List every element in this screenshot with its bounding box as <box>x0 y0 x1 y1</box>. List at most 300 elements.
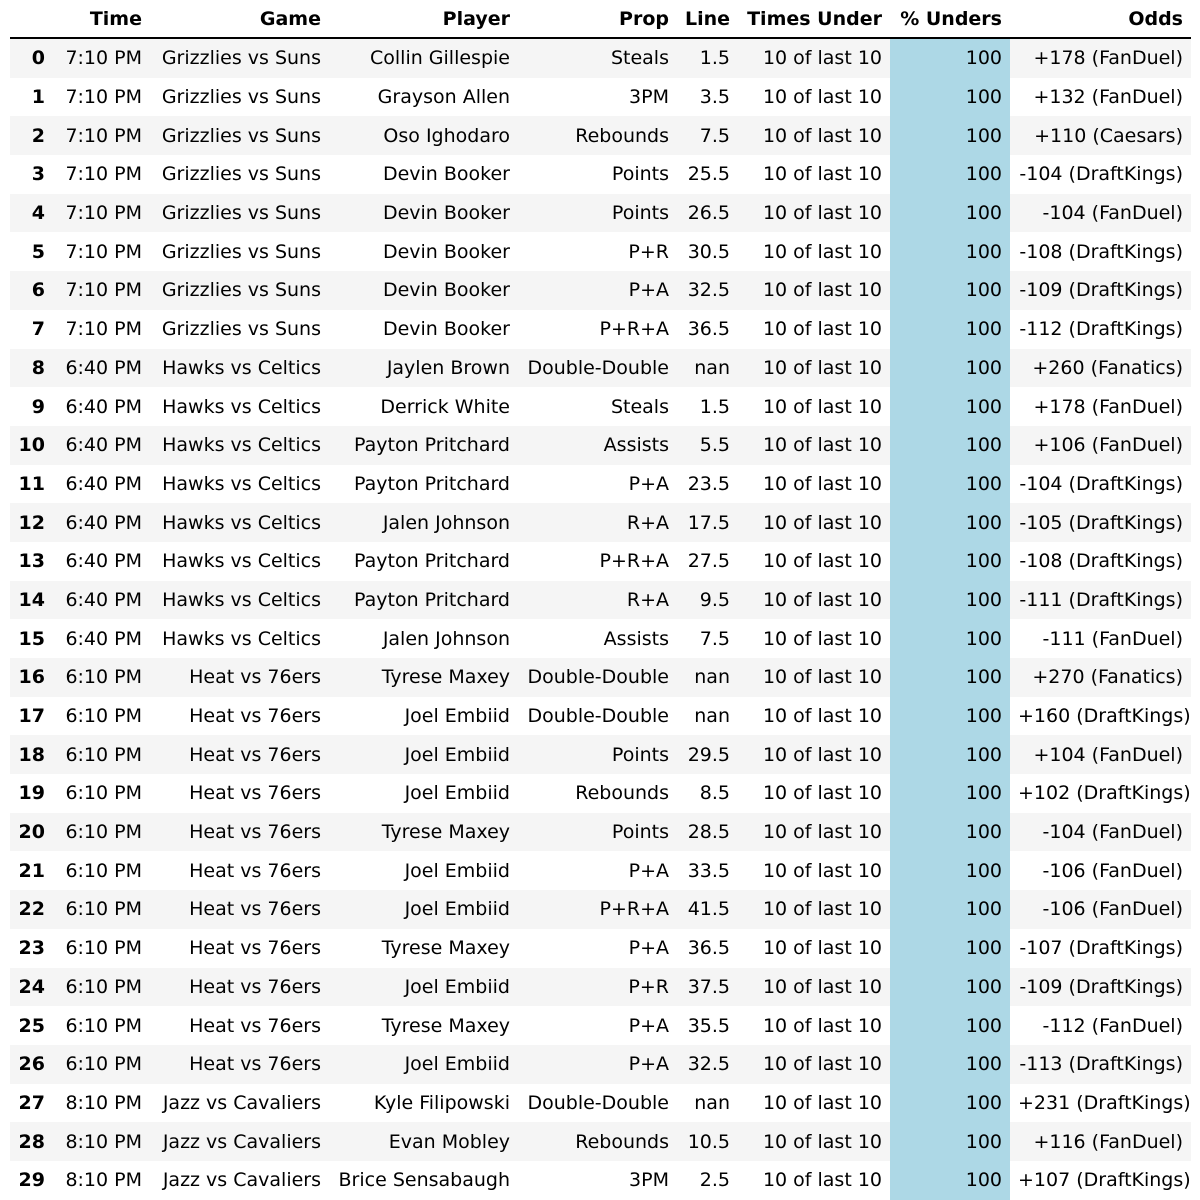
cell-game: Heat vs 76ers <box>150 929 329 968</box>
row-index: 6 <box>10 271 53 310</box>
table-row <box>10 697 1191 736</box>
cell-player: Payton Pritchard <box>329 542 518 581</box>
header-odds: Odds <box>1010 0 1191 38</box>
cell-pct-unders: 100 <box>890 116 1010 155</box>
cell-player: Devin Booker <box>329 232 518 271</box>
cell-player: Joel Embiid <box>329 1045 518 1084</box>
cell-pct-unders: 100 <box>890 929 1010 968</box>
cell-player: Joel Embiid <box>329 851 518 890</box>
cell-time: 6:10 PM <box>53 813 150 852</box>
table-row <box>10 503 1191 542</box>
cell-pct-unders: 100 <box>890 851 1010 890</box>
cell-line: nan <box>677 349 738 388</box>
header-index <box>10 0 53 38</box>
cell-prop: Double-Double <box>518 349 677 388</box>
cell-pct-unders: 100 <box>890 503 1010 542</box>
cell-times-under: 10 of last 10 <box>738 310 890 349</box>
cell-time: 6:10 PM <box>53 697 150 736</box>
row-index: 25 <box>10 1006 53 1045</box>
row-index: 9 <box>10 387 53 426</box>
cell-prop: Steals <box>518 387 677 426</box>
cell-odds: -111 (FanDuel) <box>1010 619 1191 658</box>
cell-times-under: 10 of last 10 <box>738 658 890 697</box>
row-index: 11 <box>10 465 53 504</box>
cell-game: Heat vs 76ers <box>150 658 329 697</box>
row-index: 0 <box>10 38 53 78</box>
cell-prop: 3PM <box>518 1161 677 1200</box>
cell-times-under: 10 of last 10 <box>738 465 890 504</box>
cell-pct-unders: 100 <box>890 271 1010 310</box>
cell-odds: +178 (FanDuel) <box>1010 38 1191 78</box>
cell-odds: -104 (FanDuel) <box>1010 194 1191 233</box>
cell-line: 29.5 <box>677 735 738 774</box>
cell-game: Jazz vs Cavaliers <box>150 1161 329 1200</box>
cell-odds: -109 (DraftKings) <box>1010 968 1191 1007</box>
row-index: 28 <box>10 1122 53 1161</box>
cell-prop: P+R+A <box>518 542 677 581</box>
cell-game: Hawks vs Celtics <box>150 581 329 620</box>
cell-player: Payton Pritchard <box>329 426 518 465</box>
table-row <box>10 271 1191 310</box>
cell-times-under: 10 of last 10 <box>738 774 890 813</box>
cell-player: Evan Mobley <box>329 1122 518 1161</box>
cell-odds: +106 (FanDuel) <box>1010 426 1191 465</box>
cell-game: Grizzlies vs Suns <box>150 194 329 233</box>
cell-times-under: 10 of last 10 <box>738 581 890 620</box>
table-row <box>10 1045 1191 1084</box>
cell-odds: -104 (DraftKings) <box>1010 465 1191 504</box>
table-row <box>10 890 1191 929</box>
cell-prop: Points <box>518 735 677 774</box>
cell-time: 8:10 PM <box>53 1161 150 1200</box>
cell-prop: P+R <box>518 232 677 271</box>
cell-game: Heat vs 76ers <box>150 813 329 852</box>
cell-times-under: 10 of last 10 <box>738 1006 890 1045</box>
cell-times-under: 10 of last 10 <box>738 78 890 117</box>
cell-odds: +116 (FanDuel) <box>1010 1122 1191 1161</box>
cell-game: Heat vs 76ers <box>150 1045 329 1084</box>
cell-line: nan <box>677 658 738 697</box>
cell-line: nan <box>677 1084 738 1123</box>
cell-odds: +270 (Fanatics) <box>1010 658 1191 697</box>
cell-odds: -111 (DraftKings) <box>1010 581 1191 620</box>
cell-game: Grizzlies vs Suns <box>150 78 329 117</box>
cell-line: 35.5 <box>677 1006 738 1045</box>
cell-line: 26.5 <box>677 194 738 233</box>
row-index: 16 <box>10 658 53 697</box>
cell-pct-unders: 100 <box>890 155 1010 194</box>
cell-pct-unders: 100 <box>890 349 1010 388</box>
row-index: 23 <box>10 929 53 968</box>
cell-pct-unders: 100 <box>890 735 1010 774</box>
cell-prop: R+A <box>518 503 677 542</box>
cell-prop: Double-Double <box>518 1084 677 1123</box>
cell-player: Devin Booker <box>329 271 518 310</box>
cell-time: 6:10 PM <box>53 929 150 968</box>
cell-time: 6:10 PM <box>53 735 150 774</box>
cell-player: Joel Embiid <box>329 735 518 774</box>
cell-player: Tyrese Maxey <box>329 813 518 852</box>
row-index: 5 <box>10 232 53 271</box>
header-pct-unders: % Unders <box>890 0 1010 38</box>
cell-game: Heat vs 76ers <box>150 1006 329 1045</box>
cell-player: Collin Gillespie <box>329 38 518 78</box>
row-index: 20 <box>10 813 53 852</box>
cell-pct-unders: 100 <box>890 387 1010 426</box>
cell-pct-unders: 100 <box>890 1084 1010 1123</box>
cell-player: Jalen Johnson <box>329 503 518 542</box>
table-row <box>10 1006 1191 1045</box>
cell-player: Payton Pritchard <box>329 465 518 504</box>
cell-time: 6:10 PM <box>53 658 150 697</box>
table-row <box>10 465 1191 504</box>
cell-player: Tyrese Maxey <box>329 929 518 968</box>
cell-pct-unders: 100 <box>890 813 1010 852</box>
cell-time: 7:10 PM <box>53 116 150 155</box>
row-index: 27 <box>10 1084 53 1123</box>
cell-line: 36.5 <box>677 929 738 968</box>
cell-line: 37.5 <box>677 968 738 1007</box>
cell-times-under: 10 of last 10 <box>738 155 890 194</box>
cell-time: 7:10 PM <box>53 155 150 194</box>
cell-odds: -105 (DraftKings) <box>1010 503 1191 542</box>
header-line: Line <box>677 0 738 38</box>
cell-player: Devin Booker <box>329 155 518 194</box>
cell-game: Heat vs 76ers <box>150 735 329 774</box>
cell-game: Jazz vs Cavaliers <box>150 1084 329 1123</box>
cell-times-under: 10 of last 10 <box>738 38 890 78</box>
cell-pct-unders: 100 <box>890 1161 1010 1200</box>
cell-prop: P+A <box>518 1045 677 1084</box>
row-index: 22 <box>10 890 53 929</box>
cell-pct-unders: 100 <box>890 658 1010 697</box>
cell-time: 7:10 PM <box>53 78 150 117</box>
props-table <box>10 0 1191 1200</box>
cell-odds: +104 (FanDuel) <box>1010 735 1191 774</box>
cell-times-under: 10 of last 10 <box>738 968 890 1007</box>
cell-time: 8:10 PM <box>53 1084 150 1123</box>
cell-prop: Assists <box>518 619 677 658</box>
cell-pct-unders: 100 <box>890 194 1010 233</box>
row-index: 7 <box>10 310 53 349</box>
cell-game: Jazz vs Cavaliers <box>150 1122 329 1161</box>
cell-line: 33.5 <box>677 851 738 890</box>
cell-times-under: 10 of last 10 <box>738 1084 890 1123</box>
table-header <box>10 0 1191 38</box>
cell-player: Kyle Filipowski <box>329 1084 518 1123</box>
header-player: Player <box>329 0 518 38</box>
cell-game: Hawks vs Celtics <box>150 465 329 504</box>
row-index: 8 <box>10 349 53 388</box>
table-row <box>10 658 1191 697</box>
cell-line: 30.5 <box>677 232 738 271</box>
cell-pct-unders: 100 <box>890 1006 1010 1045</box>
cell-pct-unders: 100 <box>890 310 1010 349</box>
cell-times-under: 10 of last 10 <box>738 194 890 233</box>
cell-line: 1.5 <box>677 387 738 426</box>
cell-times-under: 10 of last 10 <box>738 1122 890 1161</box>
cell-odds: -104 (DraftKings) <box>1010 155 1191 194</box>
cell-game: Hawks vs Celtics <box>150 426 329 465</box>
cell-player: Jaylen Brown <box>329 349 518 388</box>
row-index: 4 <box>10 194 53 233</box>
table-row <box>10 1161 1191 1200</box>
cell-pct-unders: 100 <box>890 619 1010 658</box>
table-row <box>10 581 1191 620</box>
cell-game: Hawks vs Celtics <box>150 619 329 658</box>
cell-line: 3.5 <box>677 78 738 117</box>
cell-time: 7:10 PM <box>53 194 150 233</box>
cell-times-under: 10 of last 10 <box>738 619 890 658</box>
cell-pct-unders: 100 <box>890 542 1010 581</box>
cell-line: 32.5 <box>677 1045 738 1084</box>
cell-times-under: 10 of last 10 <box>738 232 890 271</box>
cell-times-under: 10 of last 10 <box>738 929 890 968</box>
cell-time: 6:10 PM <box>53 774 150 813</box>
cell-time: 6:40 PM <box>53 349 150 388</box>
cell-pct-unders: 100 <box>890 968 1010 1007</box>
cell-game: Grizzlies vs Suns <box>150 155 329 194</box>
cell-player: Payton Pritchard <box>329 581 518 620</box>
cell-line: 41.5 <box>677 890 738 929</box>
cell-times-under: 10 of last 10 <box>738 1161 890 1200</box>
cell-player: Joel Embiid <box>329 774 518 813</box>
cell-times-under: 10 of last 10 <box>738 116 890 155</box>
cell-line: 2.5 <box>677 1161 738 1200</box>
cell-player: Devin Booker <box>329 194 518 233</box>
cell-pct-unders: 100 <box>890 38 1010 78</box>
cell-pct-unders: 100 <box>890 581 1010 620</box>
cell-pct-unders: 100 <box>890 1045 1010 1084</box>
cell-player: Grayson Allen <box>329 78 518 117</box>
cell-times-under: 10 of last 10 <box>738 349 890 388</box>
cell-player: Joel Embiid <box>329 697 518 736</box>
table-row <box>10 194 1191 233</box>
cell-line: 7.5 <box>677 116 738 155</box>
cell-game: Heat vs 76ers <box>150 890 329 929</box>
cell-game: Heat vs 76ers <box>150 968 329 1007</box>
cell-times-under: 10 of last 10 <box>738 1045 890 1084</box>
header-times-under: Times Under <box>738 0 890 38</box>
cell-prop: Rebounds <box>518 116 677 155</box>
header-time: Time <box>53 0 150 38</box>
table-row <box>10 387 1191 426</box>
cell-prop: P+R+A <box>518 310 677 349</box>
cell-prop: Rebounds <box>518 1122 677 1161</box>
table-row <box>10 813 1191 852</box>
cell-times-under: 10 of last 10 <box>738 387 890 426</box>
cell-pct-unders: 100 <box>890 232 1010 271</box>
table-row <box>10 78 1191 117</box>
table-body <box>10 38 1191 1200</box>
cell-line: 8.5 <box>677 774 738 813</box>
table-row <box>10 619 1191 658</box>
row-index: 21 <box>10 851 53 890</box>
table-row <box>10 542 1191 581</box>
cell-odds: -106 (FanDuel) <box>1010 851 1191 890</box>
cell-line: 27.5 <box>677 542 738 581</box>
cell-time: 6:10 PM <box>53 851 150 890</box>
cell-game: Grizzlies vs Suns <box>150 232 329 271</box>
cell-pct-unders: 100 <box>890 697 1010 736</box>
table-row <box>10 155 1191 194</box>
cell-player: Tyrese Maxey <box>329 1006 518 1045</box>
table-row <box>10 774 1191 813</box>
cell-odds: +110 (Caesars) <box>1010 116 1191 155</box>
cell-time: 8:10 PM <box>53 1122 150 1161</box>
cell-player: Joel Embiid <box>329 968 518 1007</box>
cell-game: Grizzlies vs Suns <box>150 271 329 310</box>
row-index: 10 <box>10 426 53 465</box>
cell-time: 6:10 PM <box>53 1006 150 1045</box>
row-index: 18 <box>10 735 53 774</box>
cell-time: 6:10 PM <box>53 890 150 929</box>
cell-prop: Points <box>518 813 677 852</box>
cell-times-under: 10 of last 10 <box>738 503 890 542</box>
row-index: 2 <box>10 116 53 155</box>
cell-odds: -112 (DraftKings) <box>1010 310 1191 349</box>
cell-prop: Double-Double <box>518 697 677 736</box>
cell-time: 6:40 PM <box>53 426 150 465</box>
cell-odds: -109 (DraftKings) <box>1010 271 1191 310</box>
cell-odds: +178 (FanDuel) <box>1010 387 1191 426</box>
cell-line: 1.5 <box>677 38 738 78</box>
cell-time: 6:40 PM <box>53 387 150 426</box>
cell-time: 7:10 PM <box>53 310 150 349</box>
row-index: 13 <box>10 542 53 581</box>
cell-odds: -107 (DraftKings) <box>1010 929 1191 968</box>
cell-prop: Assists <box>518 426 677 465</box>
row-index: 29 <box>10 1161 53 1200</box>
cell-odds: +160 (DraftKings) <box>1010 697 1191 736</box>
cell-time: 6:40 PM <box>53 542 150 581</box>
cell-pct-unders: 100 <box>890 1122 1010 1161</box>
cell-prop: Points <box>518 155 677 194</box>
cell-odds: +132 (FanDuel) <box>1010 78 1191 117</box>
cell-player: Joel Embiid <box>329 890 518 929</box>
cell-pct-unders: 100 <box>890 78 1010 117</box>
cell-line: 23.5 <box>677 465 738 504</box>
cell-game: Grizzlies vs Suns <box>150 38 329 78</box>
cell-odds: -106 (FanDuel) <box>1010 890 1191 929</box>
cell-line: 17.5 <box>677 503 738 542</box>
cell-line: 25.5 <box>677 155 738 194</box>
cell-odds: +260 (Fanatics) <box>1010 349 1191 388</box>
table-row <box>10 929 1191 968</box>
cell-pct-unders: 100 <box>890 890 1010 929</box>
table-row <box>10 310 1191 349</box>
table-row <box>10 968 1191 1007</box>
row-index: 26 <box>10 1045 53 1084</box>
cell-time: 6:40 PM <box>53 503 150 542</box>
cell-time: 7:10 PM <box>53 232 150 271</box>
cell-line: 28.5 <box>677 813 738 852</box>
cell-game: Heat vs 76ers <box>150 851 329 890</box>
table-row <box>10 232 1191 271</box>
cell-player: Brice Sensabaugh <box>329 1161 518 1200</box>
row-index: 19 <box>10 774 53 813</box>
cell-prop: P+R+A <box>518 890 677 929</box>
table-row <box>10 116 1191 155</box>
cell-game: Hawks vs Celtics <box>150 349 329 388</box>
cell-game: Grizzlies vs Suns <box>150 310 329 349</box>
table-row <box>10 38 1191 78</box>
cell-line: 5.5 <box>677 426 738 465</box>
cell-prop: P+R <box>518 968 677 1007</box>
cell-prop: Double-Double <box>518 658 677 697</box>
cell-odds: -112 (FanDuel) <box>1010 1006 1191 1045</box>
cell-game: Grizzlies vs Suns <box>150 116 329 155</box>
cell-time: 6:10 PM <box>53 968 150 1007</box>
cell-game: Heat vs 76ers <box>150 774 329 813</box>
header-game: Game <box>150 0 329 38</box>
cell-game: Hawks vs Celtics <box>150 503 329 542</box>
row-index: 15 <box>10 619 53 658</box>
table-row <box>10 1122 1191 1161</box>
table-row <box>10 1084 1191 1123</box>
row-index: 17 <box>10 697 53 736</box>
cell-player: Oso Ighodaro <box>329 116 518 155</box>
cell-times-under: 10 of last 10 <box>738 542 890 581</box>
cell-times-under: 10 of last 10 <box>738 271 890 310</box>
cell-odds: -108 (DraftKings) <box>1010 542 1191 581</box>
cell-odds: -113 (DraftKings) <box>1010 1045 1191 1084</box>
cell-odds: +107 (DraftKings) <box>1010 1161 1191 1200</box>
row-index: 1 <box>10 78 53 117</box>
row-index: 3 <box>10 155 53 194</box>
cell-pct-unders: 100 <box>890 465 1010 504</box>
table-row <box>10 851 1191 890</box>
row-index: 24 <box>10 968 53 1007</box>
cell-time: 7:10 PM <box>53 271 150 310</box>
cell-pct-unders: 100 <box>890 426 1010 465</box>
cell-game: Heat vs 76ers <box>150 697 329 736</box>
cell-prop: P+A <box>518 465 677 504</box>
cell-prop: Steals <box>518 38 677 78</box>
row-index: 14 <box>10 581 53 620</box>
cell-game: Hawks vs Celtics <box>150 542 329 581</box>
cell-times-under: 10 of last 10 <box>738 813 890 852</box>
cell-pct-unders: 100 <box>890 774 1010 813</box>
cell-time: 6:10 PM <box>53 1045 150 1084</box>
cell-odds: -104 (FanDuel) <box>1010 813 1191 852</box>
cell-odds: +102 (DraftKings) <box>1010 774 1191 813</box>
cell-line: 10.5 <box>677 1122 738 1161</box>
cell-prop: P+A <box>518 271 677 310</box>
cell-line: 7.5 <box>677 619 738 658</box>
cell-player: Derrick White <box>329 387 518 426</box>
cell-prop: 3PM <box>518 78 677 117</box>
cell-prop: R+A <box>518 581 677 620</box>
cell-line: 32.5 <box>677 271 738 310</box>
table-row <box>10 735 1191 774</box>
cell-times-under: 10 of last 10 <box>738 851 890 890</box>
cell-prop: Rebounds <box>518 774 677 813</box>
cell-prop: P+A <box>518 1006 677 1045</box>
header-prop: Prop <box>518 0 677 38</box>
cell-times-under: 10 of last 10 <box>738 697 890 736</box>
cell-line: 9.5 <box>677 581 738 620</box>
cell-times-under: 10 of last 10 <box>738 890 890 929</box>
cell-line: nan <box>677 697 738 736</box>
cell-player: Devin Booker <box>329 310 518 349</box>
cell-prop: P+A <box>518 929 677 968</box>
cell-player: Tyrese Maxey <box>329 658 518 697</box>
row-index: 12 <box>10 503 53 542</box>
cell-time: 6:40 PM <box>53 465 150 504</box>
header-row <box>10 0 1191 38</box>
cell-times-under: 10 of last 10 <box>738 735 890 774</box>
